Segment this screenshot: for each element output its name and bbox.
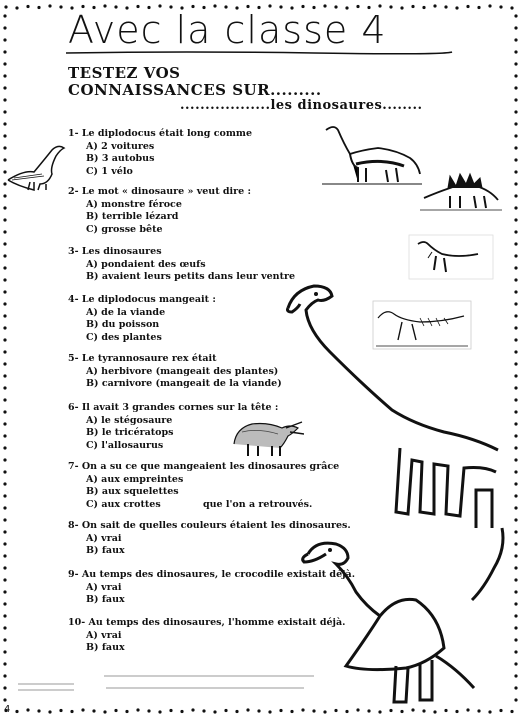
option-a: A) vrai: [86, 581, 122, 593]
option-c: C) l'allosaurus: [86, 439, 164, 451]
option-c: C) grosse bête: [86, 223, 163, 235]
question-1: [68, 128, 252, 178]
question-stem: 7- On a su ce que mangeaient les dinosaures grâce: [68, 461, 340, 472]
question-2: [68, 186, 251, 236]
stegosaurus-illustration: [420, 168, 502, 212]
question-stem: 5- Le tyrannosaure rex était: [68, 353, 217, 364]
question-7-continuation: que l'on a retrouvés.: [203, 498, 313, 510]
dinosaur-outline-drawing-bottom: [296, 488, 518, 714]
title-line-1: TESTEZ VOS: [68, 64, 181, 82]
option-b: B) terrible lézard: [86, 211, 179, 223]
option-c: C) aux crottes: [86, 498, 161, 510]
option-b: B) avaient leurs petits dans leur ventre: [86, 271, 296, 283]
bipedal-dinosaur-illustration: [408, 234, 494, 280]
option-b: B) le tricératops: [86, 427, 174, 439]
question-stem: 3- Les dinosaures: [68, 246, 162, 257]
option-a: A) vrai: [86, 532, 122, 544]
title-line-2: CONNAISSANCES SUR.........: [68, 81, 322, 99]
option-a: A) herbivore (mangeait des plantes): [86, 365, 279, 377]
handwritten-header: Avec la classe 4: [68, 8, 387, 52]
question-stem: 6- Il avait 3 grandes cornes sur la tête :: [68, 402, 279, 413]
question-stem: 1- Le diplodocus était long comme: [68, 128, 253, 139]
page-number: 4: [4, 704, 11, 715]
question-5: [68, 353, 282, 391]
option-b: B) aux squelettes: [86, 486, 179, 498]
large-dinosaur-outline-drawing: [284, 282, 514, 522]
diplodocus-illustration: [322, 124, 422, 188]
option-a: A) aux empreintes: [86, 473, 184, 485]
option-a: A) vrai: [86, 629, 122, 641]
option-a: A) le stégosaure: [86, 414, 173, 426]
question-4: [68, 294, 216, 344]
question-stem: 4- Le diplodocus mangeait :: [68, 294, 216, 305]
triceratops-illustration: [228, 414, 304, 458]
diplodocus-sketch-icon: [4, 140, 70, 192]
option-c: C) des plantes: [86, 331, 162, 343]
option-b: B) 3 autobus: [86, 153, 155, 165]
option-a: A) 2 voitures: [86, 140, 155, 152]
option-b: B) carnivore (mangeait de la viande): [86, 378, 282, 390]
option-b: B) du poisson: [86, 319, 160, 331]
question-stem: 10- Au temps des dinosaures, l'homme existait déjà.: [68, 617, 346, 628]
question-stem: 9- Au temps des dinosaures, le crocodile existait déjà.: [68, 569, 356, 580]
option-a: A) pondaient des œufs: [86, 258, 206, 270]
question-stem: 2- Le mot « dinosaure » veut dire :: [68, 186, 252, 197]
option-a: A) de la viande: [86, 306, 166, 318]
option-b: B) faux: [86, 545, 125, 557]
option-a: A) monstre féroce: [86, 198, 182, 210]
faint-footer-scribbles: [14, 664, 314, 698]
question-stem: 8- On sait de quelles couleurs étaient les dinosaures.: [68, 520, 351, 531]
option-b: B) faux: [86, 594, 125, 606]
title-line-3: ..................les dinosaures........: [180, 98, 423, 113]
question-3: [68, 246, 295, 284]
header-underline: [64, 50, 454, 56]
option-b: B) faux: [86, 642, 125, 654]
option-c: C) 1 vélo: [86, 165, 133, 177]
